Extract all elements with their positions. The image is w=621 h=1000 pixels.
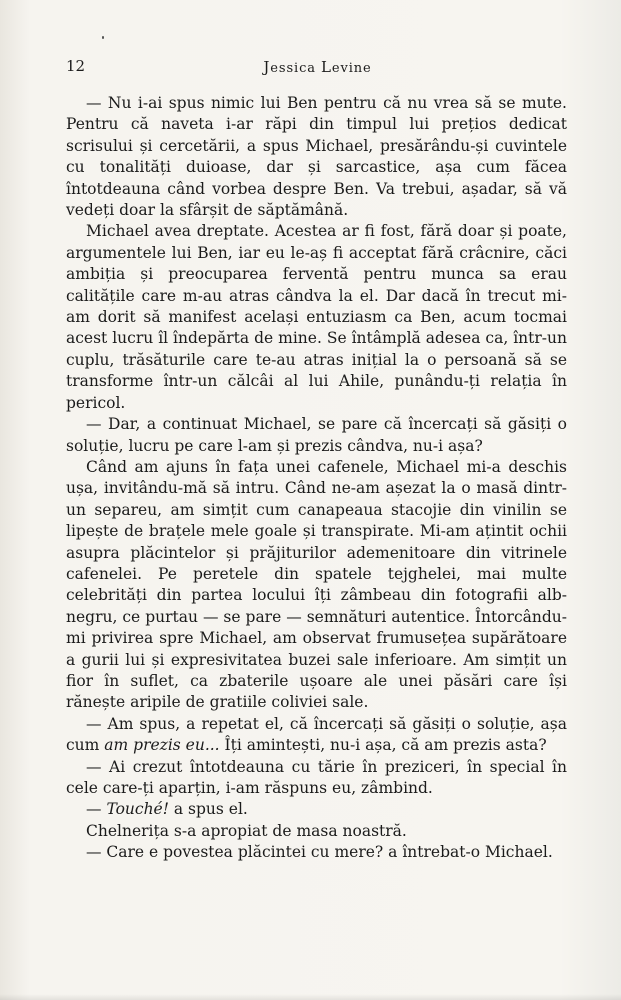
paragraph-text: Îți amintești, nu-i așa, că am prezis asta? bbox=[219, 736, 547, 755]
italic-text: am prezis eu... bbox=[104, 736, 220, 755]
print-speck bbox=[102, 36, 104, 39]
paragraph bbox=[66, 414, 567, 457]
paragraph bbox=[66, 714, 567, 757]
paragraph-text: Când am ajuns în fața unei cafenele, Michael mi-a deschis ușa, invitându-mă să intru. Când ne-am așezat la o masă dintr-un separeu, am simțit cum canapeaua stacojie din vinilin se lipește de brațele mele goale și transpirate. Mi-am ațintit ochii asupra plăcintelor și prăjiturilor ademenitoare din vitrinele cafenelei. Pe peretele din spatele tejghelei, mai multe celebrități din partea locului îți zâmbeau din fotografii alb-negru, ce purtau — se pare — semnături autentice. Întorcându-mi privirea spre Michael, am observat frumusețea supărătoare a gurii lui și expresivitatea buzei sale inferioare. Am simțit un fior în suflet, ca zbaterile ușoare ale unei păsări care își rănește aripile de gratiile coliviei sale. bbox=[66, 457, 567, 712]
paragraph bbox=[66, 93, 567, 221]
paragraph bbox=[66, 842, 567, 863]
page-bottom-edge bbox=[0, 994, 621, 1000]
page-number: 12 bbox=[66, 57, 86, 75]
paragraph-text: — Care e povestea plăcintei cu mere? a întrebat-o Michael. bbox=[86, 843, 553, 862]
author-first-initial: J bbox=[263, 58, 271, 76]
paragraph bbox=[66, 757, 567, 800]
paragraph-text: — bbox=[86, 800, 107, 819]
paragraph bbox=[66, 221, 567, 414]
paragraph bbox=[66, 457, 567, 714]
paragraph bbox=[66, 799, 567, 820]
paragraph-text: a spus el. bbox=[168, 800, 248, 819]
paragraph-text: — Ai crezut întotdeauna cu tărie în preziceri, în special în cele care-ți aparțin, i-am răspuns eu, zâmbind. bbox=[66, 757, 567, 797]
paragraph-text: Michael avea dreptate. Acestea ar fi fost, fără doar și poate, argumentele lui Ben, iar eu le-aș fi acceptat fără crâcnire, căci ambiția și preocuparea ferventă pentru munca sa erau calitățile care m-au atras cândva la el. Dar dacă în trecut mi-am dorit să manifest același entuziasm ca Ben, acum tocmai acest lucru îl îndepărta de mine. Se întâmplă adesea ca, într-un cuplu, trăsăturile care te-au atras inițial la o persoană să se transforme într-un călcâi al lui Ahile, punându-ți relația în pericol. bbox=[66, 222, 567, 412]
paragraph-text: — Am spus, a repetat el, că încercați să găsiți o soluție, așa cum bbox=[66, 714, 567, 755]
body-text bbox=[66, 93, 567, 864]
author-last-rest: evine bbox=[331, 61, 372, 76]
paragraph-text: Chelnerița s-a apropiat de masa noastră. bbox=[86, 821, 407, 840]
paragraph-text: — Nu i-ai spus nimic lui Ben pentru că nu vrea să se mute. Pentru că naveta i-ar răpi din timpul lui prețios dedicat scrisului și cercetării, a spus Michael, presărându-și cuvintele cu tonalități duioase, dar și sarcastice, așa cum făcea întotdeauna când vorbea despre Ben. Va trebui, așadar, să vă vedeți doar la sfârșit de săptămână. bbox=[66, 94, 567, 220]
author-last-initial: L bbox=[320, 58, 332, 76]
page-header bbox=[66, 57, 569, 81]
paragraph bbox=[66, 821, 567, 842]
italic-text: Touché! bbox=[106, 800, 169, 819]
running-head-author bbox=[66, 58, 569, 76]
paragraph-text: — Dar, a continuat Michael, se pare că încercați să găsiți o soluție, lucru pe care l-am și prezis cândva, nu-i așa? bbox=[66, 415, 567, 455]
author-first-rest: essica bbox=[270, 61, 316, 76]
